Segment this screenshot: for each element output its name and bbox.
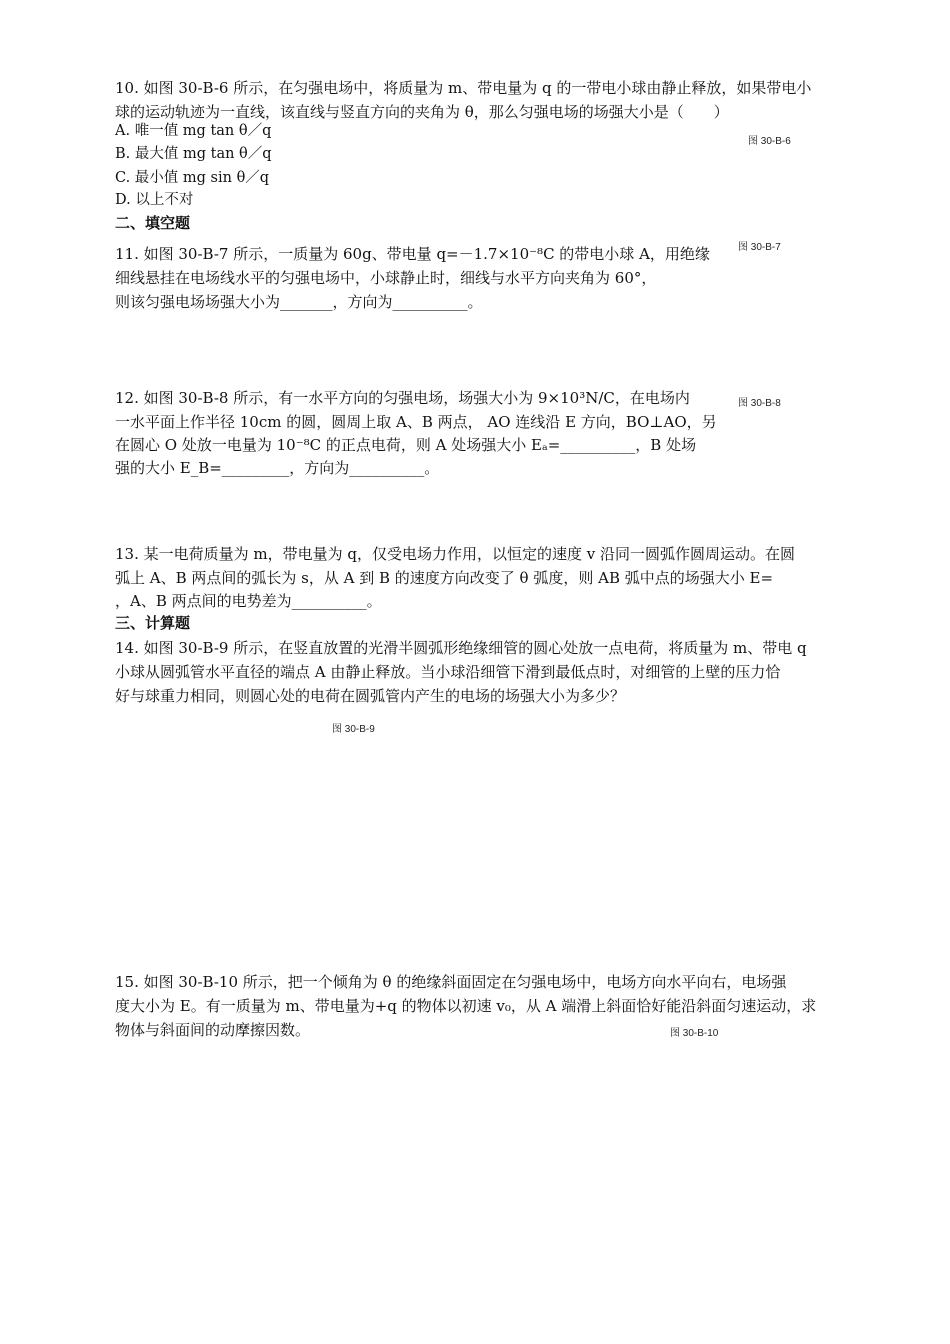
q11-line-1: 11. 如图 30-B-7 所示，一质量为 60g、带电量 q=－1.7×10⁻⁸C 的带电小球 A，用绝缘: [115, 245, 710, 263]
q10-option-d: D. 以上不对: [115, 192, 194, 208]
q13-line-1: 13. 某一电荷质量为 m，带电量为 q，仅受电场力作用，以恒定的速度 v 沿同一圆弧作圆周运动。在圆: [115, 545, 795, 563]
q12-line-2: 一水平面上作半径 10cm 的圆，圆周上取 A、B 两点， AO 连线沿 E 方向，BO⊥AO，另: [115, 413, 717, 431]
q14-line-2: 小球从圆弧管水平直径的端点 A 由静止释放。当小球沿细管下滑到最低点时，对细管的上壁的压力恰: [115, 663, 781, 681]
section-heading-fill-in: 二、填空题: [115, 214, 191, 232]
q15-line-3: 物体与斜面间的动摩擦因数。: [115, 1021, 311, 1039]
figure-label-30-b-10: 图 30-B-10: [670, 1028, 719, 1039]
q10-option-c: C. 最小值 mg sin θ／q: [115, 170, 270, 186]
figure-label-30-b-9: 图 30-B-9: [332, 724, 375, 735]
q12-line-4: 强的大小 E_B=_________，方向为__________。: [115, 459, 440, 477]
section-heading-calculation: 三、计算题: [115, 614, 191, 632]
q15-line-1: 15. 如图 30-B-10 所示，把一个倾角为 θ 的绝缘斜面固定在匀强电场中，电场方向水平向右，电场强: [115, 973, 787, 991]
q15-line-2: 度大小为 E。有一质量为 m、带电量为+q 的物体以初速 v₀，从 A 端滑上斜面恰好能沿斜面匀速运动，求: [115, 997, 817, 1015]
q13-line-3: ，A、B 两点间的电势差为__________。: [115, 592, 382, 610]
q12-line-3: 在圆心 O 处放一电量为 10⁻⁸C 的正点电荷，则 A 处场强大小 Eₐ=__________，B 处场: [115, 436, 697, 454]
q10-line-2: 球的运动轨迹为一直线，该直线与竖直方向的夹角为 θ，那么匀强电场的场强大小是（ ）: [115, 103, 729, 121]
q11-line-2: 细线悬挂在电场线水平的匀强电场中，小球静止时，细线与水平方向夹角为 60°，: [115, 269, 657, 287]
q13-line-2: 弧上 A、B 两点间的弧长为 s，从 A 到 B 的速度方向改变了 θ 弧度，则 AB 弧中点的场强大小 E=: [115, 569, 774, 587]
q10-line-1: 10. 如图 30-B-6 所示，在匀强电场中，将质量为 m、带电量为 q 的一带电小球由静止释放，如果带电小: [115, 79, 812, 97]
figure-label-30-b-6: 图 30-B-6: [748, 136, 791, 147]
q11-line-3: 则该匀强电场场强大小为_______，方向为__________。: [115, 293, 483, 311]
q10-option-a: A. 唯一值 mg tan θ／q: [115, 123, 272, 139]
figure-label-30-b-7: 图 30-B-7: [738, 242, 781, 253]
q14-line-1: 14. 如图 30-B-9 所示，在竖直放置的光滑半圆弧形绝缘细管的圆心处放一点电荷，将质量为 m、带电 q: [115, 639, 807, 657]
q12-line-1: 12. 如图 30-B-8 所示，有一水平方向的匀强电场，场强大小为 9×10³N/C，在电场内: [115, 389, 690, 407]
q14-line-3: 好与球重力相同，则圆心处的电荷在圆弧管内产生的电场的场强大小为多少？: [115, 687, 626, 705]
q10-option-b: B. 最大值 mg tan θ／q: [115, 146, 272, 162]
figure-label-30-b-8: 图 30-B-8: [738, 398, 781, 409]
